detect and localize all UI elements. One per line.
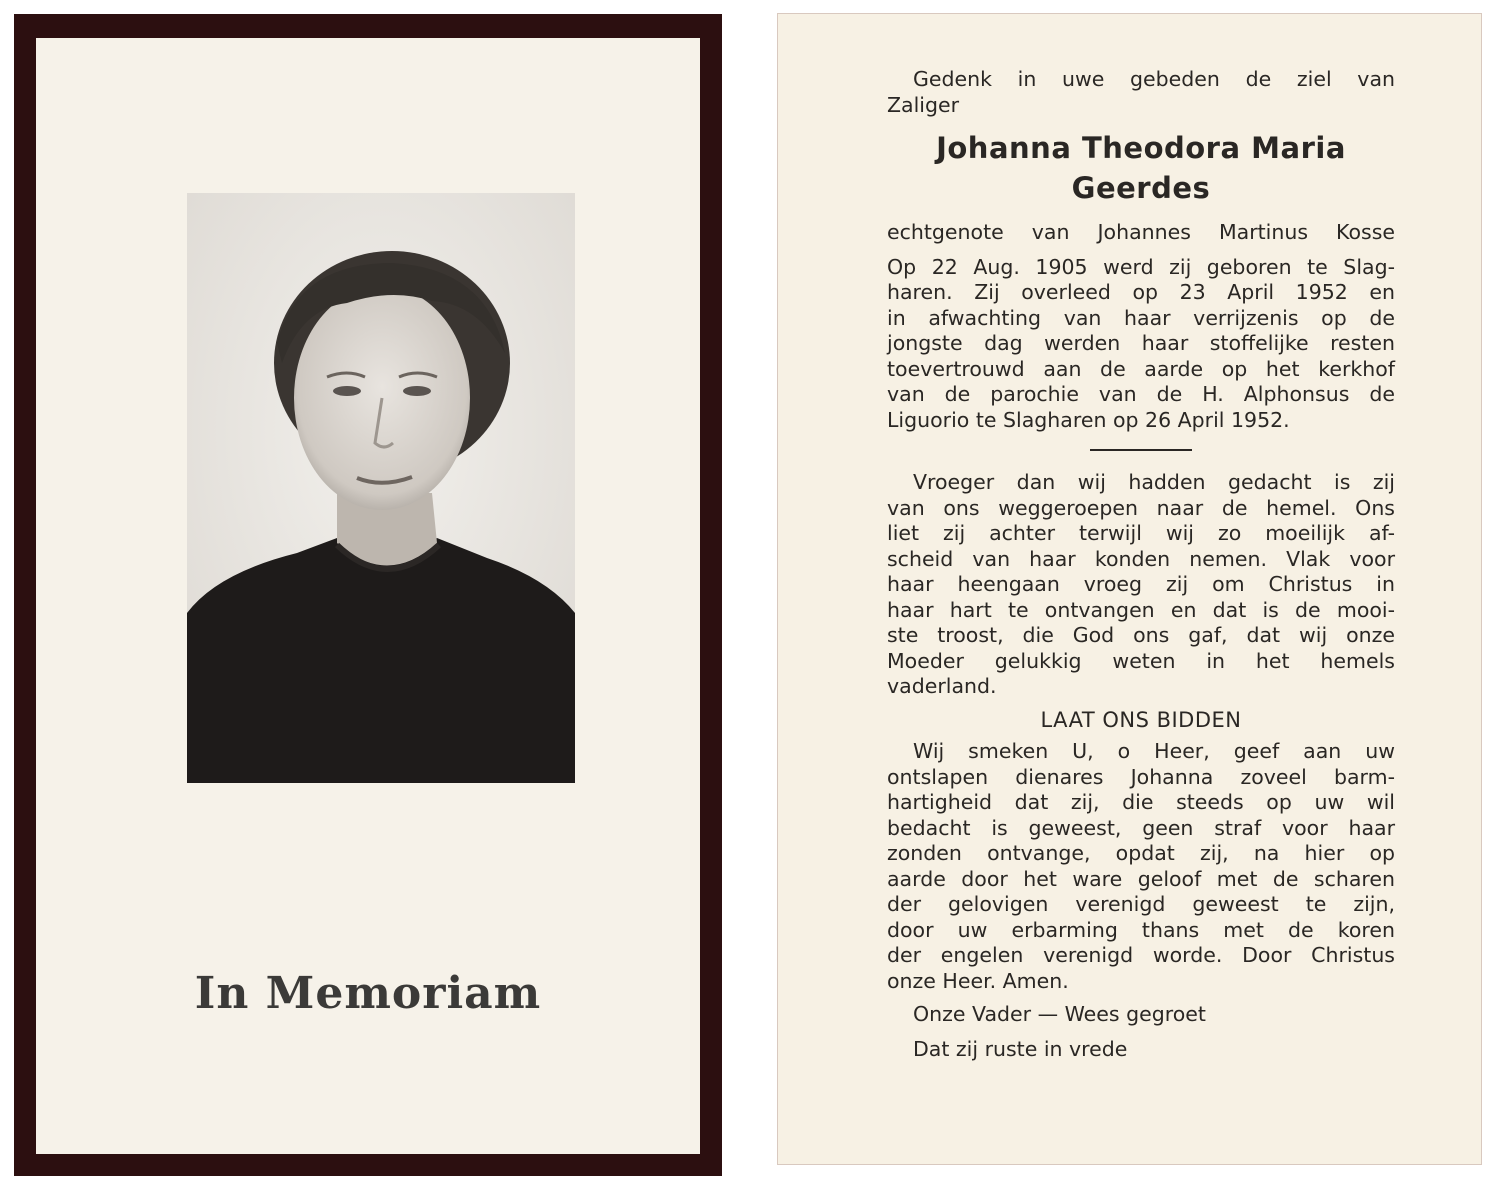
memorial-line: ste troost, die God ons gaf, dat wij onze: [887, 623, 1395, 647]
bio-line: haren. Zij overleed op 23 April 1952 en: [887, 280, 1395, 304]
closing-rest-in-peace: Dat zij ruste in vrede: [913, 1036, 1128, 1061]
prayer-heading: LAAT ONS BIDDEN: [1040, 707, 1242, 732]
in-memoriam-title: In Memoriam: [194, 968, 542, 1019]
intro-line: Zaliger: [887, 92, 960, 117]
prayer-line: onze Heer. Amen.: [887, 968, 1069, 993]
memorial-line: van ons weggeroepen naar de hemel. Ons: [887, 495, 1395, 520]
prayer: [887, 739, 1395, 994]
spouse-line: [887, 220, 1395, 246]
closing-prayers: Onze Vader — Wees gegroet: [913, 1002, 1206, 1026]
deceased-name: [887, 128, 1395, 208]
prayer-line: bedacht is geweest, geen straf voor haar: [887, 815, 1395, 840]
intro-line: Gedenk in uwe gebeden de ziel van: [913, 67, 1395, 91]
back-card: [777, 13, 1482, 1165]
memorial-line: liet zij achter terwijl wij zo moeilijk af-: [887, 521, 1395, 545]
portrait-photo: [187, 193, 575, 783]
name-line: Johanna Theodora Maria: [936, 131, 1346, 165]
bio-line: van de parochie van de H. Alphonsus de: [887, 382, 1395, 406]
memorial-line: scheid van haar konden nemen. Vlak voor: [887, 546, 1395, 571]
memorial-line: Moeder gelukkig weten in het hemels: [887, 648, 1395, 673]
divider: [1090, 449, 1192, 451]
spouse-text: echtgenote van Johannes Martinus Kosse: [887, 220, 1395, 244]
front-card: [36, 38, 700, 1154]
memorial-line: Vroeger dan wij hadden gedacht is zij: [913, 470, 1395, 494]
intro: [887, 67, 1395, 118]
biography: [887, 255, 1395, 434]
bio-line: Liguorio te Slagharen op 26 April 1952.: [887, 407, 1290, 432]
prayer-line: Wij smeken U, o Heer, geef aan uw: [913, 739, 1395, 763]
prayer-line: ontslapen dienares Johanna zoveel barm-: [887, 764, 1395, 789]
prayer-line: door uw erbarming thans met de koren: [887, 917, 1395, 942]
front-card-border: [14, 14, 722, 1176]
prayer-line: der gelovigen verenigd geweest te zijn,: [887, 892, 1395, 916]
prayer-line: aarde door het ware geloof met de scharen: [887, 866, 1395, 891]
name-line: Geerdes: [1071, 171, 1211, 205]
memorial-line: haar heengaan vroeg zij om Christus in: [887, 572, 1395, 596]
prayer-line: der engelen verenigd worde. Door Christus: [887, 943, 1395, 967]
bio-line: jongste dag werden haar stoffelijke resten: [887, 331, 1395, 355]
portrait-illustration: [187, 193, 575, 783]
memorial-line: vaderland.: [887, 674, 997, 698]
memorial-paragraph: [887, 470, 1395, 700]
bio-line: in afwachting van haar verrijzenis op de: [887, 305, 1395, 330]
memorial-text: [887, 67, 1395, 1062]
bio-line: Op 22 Aug. 1905 werd zij geboren te Slag-: [887, 254, 1395, 279]
bio-line: toevertrouwd aan de aarde op het kerkhof: [887, 356, 1395, 381]
memorial-line: haar hart te ontvangen en dat is de mooi-: [887, 597, 1395, 622]
prayer-line: hartigheid dat zij, die steeds op uw wil: [887, 790, 1395, 814]
prayer-line: zonden ontvange, opdat zij, na hier op: [887, 841, 1395, 865]
